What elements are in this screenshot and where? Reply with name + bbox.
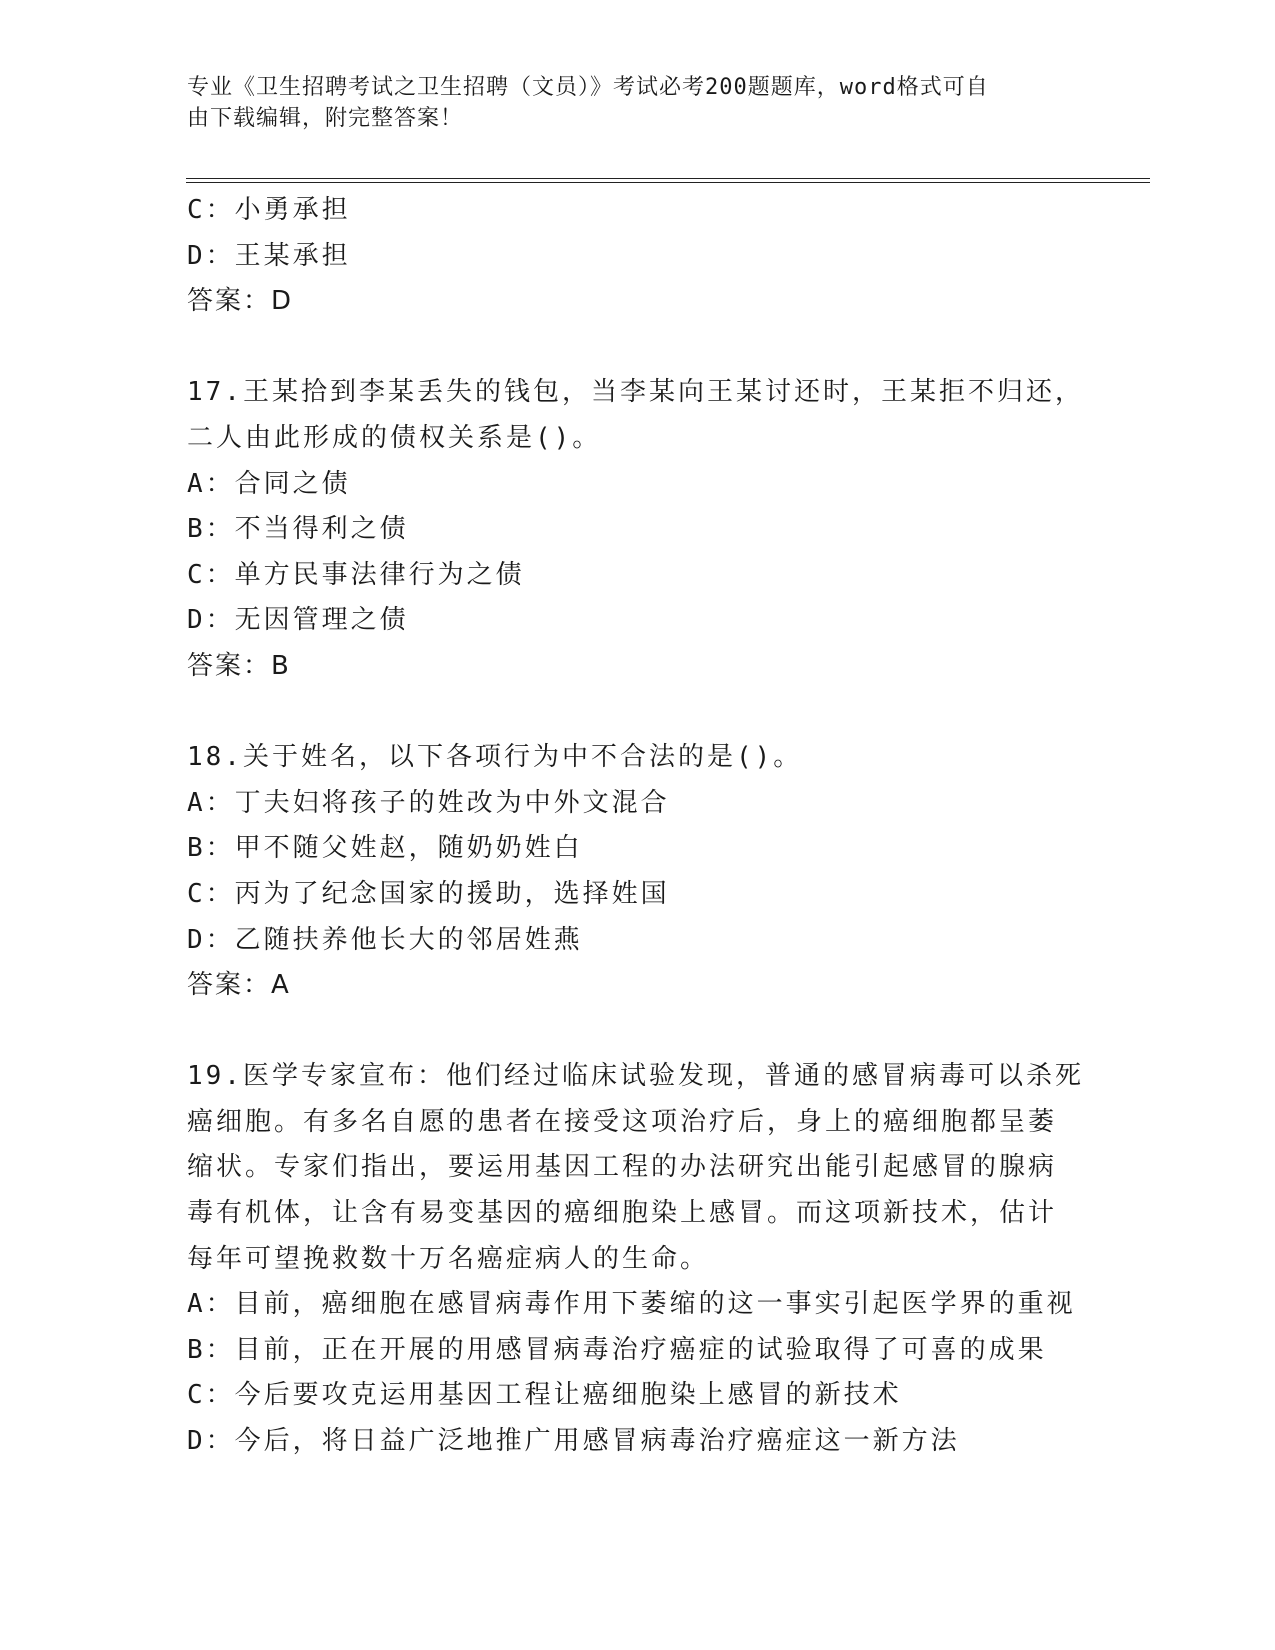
option-d: D：今后，将日益广泛地推广用感冒病毒治疗癌症这一新方法 bbox=[187, 1426, 960, 1457]
option-c: C：丙为了纪念国家的援助，选择姓国 bbox=[187, 878, 670, 909]
header-line: 由下载编辑，附完整答案！ bbox=[187, 106, 464, 131]
question-stem: 二人由此形成的债权关系是()。 bbox=[187, 422, 602, 453]
question-stem: 每年可望挽救数十万名癌症病人的生命。 bbox=[187, 1243, 710, 1274]
option-c: C：单方民事法律行为之债 bbox=[187, 559, 525, 590]
question-16-tail bbox=[187, 188, 1087, 325]
question-stem: 19.医学专家宣布：他们经过临床试验发现，普通的感冒病毒可以杀死 bbox=[187, 1061, 1084, 1092]
option-b: B：不当得利之债 bbox=[187, 514, 409, 545]
answer-line: 答案：A bbox=[187, 970, 291, 1001]
option-a: A：目前，癌细胞在感冒病毒作用下萎缩的这一事实引起医学界的重视 bbox=[187, 1289, 1076, 1320]
spacer bbox=[187, 325, 1087, 371]
header-line: 专业《卫生招聘考试之卫生招聘（文员）》考试必考200题题库，word格式可自 bbox=[187, 75, 989, 100]
option-a: A：丁夫妇将孩子的姓改为中外文混合 bbox=[187, 787, 670, 818]
answer-line: 答案：B bbox=[187, 650, 291, 681]
question-stem: 缩状。专家们指出，要运用基因工程的办法研究出能引起感冒的腺病 bbox=[187, 1152, 1058, 1183]
option-d: D：王某承担 bbox=[187, 240, 351, 271]
question-stem: 毒有机体，让含有易变基因的癌细胞染上感冒。而这项新技术，估计 bbox=[187, 1198, 1058, 1229]
answer-line: 答案：D bbox=[187, 286, 294, 317]
question-stem: 癌细胞。有多名自愿的患者在接受这项治疗后，身上的癌细胞都呈萎 bbox=[187, 1106, 1058, 1137]
header-divider-double bbox=[186, 182, 1150, 183]
option-b: B：甲不随父姓赵，随奶奶姓白 bbox=[187, 833, 583, 864]
spacer bbox=[187, 1009, 1087, 1055]
option-a: A：合同之债 bbox=[187, 468, 351, 499]
question-17 bbox=[187, 370, 1087, 689]
option-c: C：小勇承担 bbox=[187, 195, 351, 225]
question-stem: 18.关于姓名，以下各项行为中不合法的是()。 bbox=[187, 742, 803, 773]
page-header bbox=[187, 72, 1067, 134]
option-b: B：目前，正在开展的用感冒病毒治疗癌症的试验取得了可喜的成果 bbox=[187, 1334, 1047, 1365]
spacer bbox=[187, 690, 1087, 736]
option-d: D：乙随扶养他长大的邻居姓燕 bbox=[187, 924, 583, 955]
question-18 bbox=[187, 735, 1087, 1009]
option-d: D：无因管理之债 bbox=[187, 605, 409, 636]
question-stem: 17.王某拾到李某丢失的钱包，当李某向王某讨还时，王某拒不归还， bbox=[187, 377, 1084, 408]
question-19 bbox=[187, 1054, 1087, 1464]
header-divider bbox=[186, 178, 1150, 179]
option-c: C：今后要攻克运用基因工程让癌细胞染上感冒的新技术 bbox=[187, 1380, 902, 1411]
question-list bbox=[187, 188, 1087, 1465]
